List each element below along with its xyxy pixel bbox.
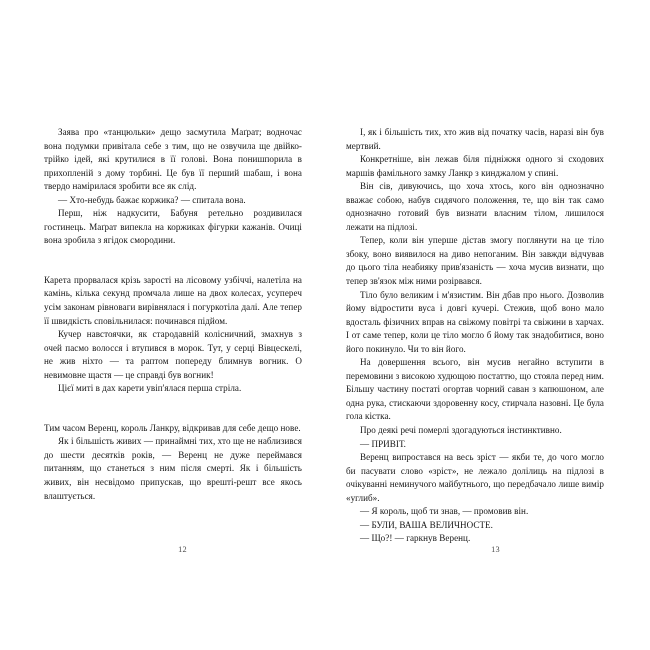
paragraph: Заява про «танцюльки» дещо засмутила Маґрат; водночас вона подумки привітала себе з тим, що не озвучила ще двійко-трійко ідей, які крутилися в її голові. Вона понишпорила в прихопленій з дому торбині. Це був її перший шабаш, і вона твердо намірилася зробити все як слід. bbox=[44, 127, 302, 192]
paragraph-dialogue: — БУЛИ, ВАША ВЕЛИЧНОСТЕ. bbox=[360, 519, 493, 530]
page-right bbox=[325, 0, 650, 650]
paragraph: Він сів, дивуючись, що хоча хтось, кого він однозначно вважає собою, набув сидячого положення, те, що він так само однозначно готовий був визнати власним тілом, лишилося лежати на підлозі. bbox=[346, 181, 604, 232]
paragraph: Тепер, коли він уперше дістав змогу поглянути на це тіло збоку, воно виявилося на диво непоганим. Він завжди відчував до цього тіла неабияку прив'язаність — хоча мусив визнати, що тепер зв'язок між ними розірвався. bbox=[346, 235, 604, 287]
paragraph: На довершення всього, він мусив негайно вступити в перемовини з високою худющою постаттю, що стояла перед ним. Більшу частину постаті огортав чорний саван з капюшоном, але одна рука, стискаючи здоровенну косу, стирчала назовні. Це була гола кістка. bbox=[346, 357, 604, 422]
text-block bbox=[346, 126, 604, 546]
page-number-left: 12 bbox=[178, 545, 187, 554]
paragraph-dialogue: — Я король, щоб ти знав, — промовив він. bbox=[360, 506, 529, 517]
paragraph-dialogue: — Хто-небудь бажає коржика? — спитала вона. bbox=[58, 194, 246, 205]
section-break bbox=[44, 396, 302, 422]
text-block bbox=[44, 422, 302, 503]
paragraph: Про деякі речі померлі здогадуються інстинктивно. bbox=[360, 425, 562, 436]
paragraph: Кучер навстоячки, як стародавній колісничний, змахнув з очей пасмо волосся і втупився в морок. Тут, у серці Вівцескелі, не жив ніхто — та раптом попереду блимнув вогник. О невимовне щастя — це справді був вогник! bbox=[44, 329, 302, 380]
paragraph: І, як і більшість тих, хто жив від початку часів, наразі він був мертвий. bbox=[346, 127, 604, 151]
paragraph: Веренц випростався на весь зріст — якби те, до чого могло би пасувати слово «зріст», не лежало долілиць на підлозі в очікуванні неминучого майбутнього, що передбачало лише вимір «углиб». bbox=[346, 452, 604, 503]
paragraph: Тим часом Веренц, король Ланкру, відкривав для себе дещо нове. bbox=[44, 422, 301, 433]
paragraph: Тіло було великим і м'язистим. Він дбав про нього. Дозволив йому відростити вуса і довгі кучері. Стежив, щоб воно мало вдосталь фізичних вправ на свіжому повітрі та свіжини в харчах. І от саме тепер, коли це тіло могло б йому так знадобитися, воно його покинуло. Чи то він його. bbox=[346, 289, 604, 354]
page-right-text-column bbox=[346, 126, 604, 546]
section-break bbox=[44, 248, 302, 274]
page-number-right: 13 bbox=[491, 545, 500, 554]
paragraph: Конкретніше, він лежав біля підніжжя одного зі сходових маршів фамільного замку Ланкр з кинджалом у спині. bbox=[346, 154, 604, 178]
paragraph: Перш, ніж надкусити, Бабуня ретельно роздивилася гостинець. Маґрат випекла на коржиках фігурки кажанів. Очиці вона зробила з ягідок смородини. bbox=[44, 208, 302, 246]
text-block bbox=[44, 274, 302, 396]
paragraph-dialogue: — ПРИВІТ. bbox=[360, 438, 406, 449]
paragraph: Карета прорвалася крізь зарості на лісовому узбіччі, налетіла на камінь, кілька секунд промчала лише на двох колесах, усупереч усім законам рівноваги вирівнялася і погуркотіла далі. Але тепер її швидкість сповільнилася: починався підйом. bbox=[44, 274, 302, 326]
text-block bbox=[44, 126, 302, 248]
paragraph-dialogue: — Що?! — гаркнув Веренц. bbox=[360, 533, 471, 544]
paragraph: Цієї миті в дах карети увіп'ялася перша стріла. bbox=[58, 383, 242, 394]
page-left-text-column bbox=[44, 126, 302, 503]
paragraph: Як і більшість живих — принаймні тих, хто ще не наблизився до шести десятків років, — Веренц не дуже переймався питанням, що станеться з ним після смерті. Як і більшість живих, він несвідомо припускав, що врешті-решт все якось влаштується. bbox=[44, 436, 302, 501]
